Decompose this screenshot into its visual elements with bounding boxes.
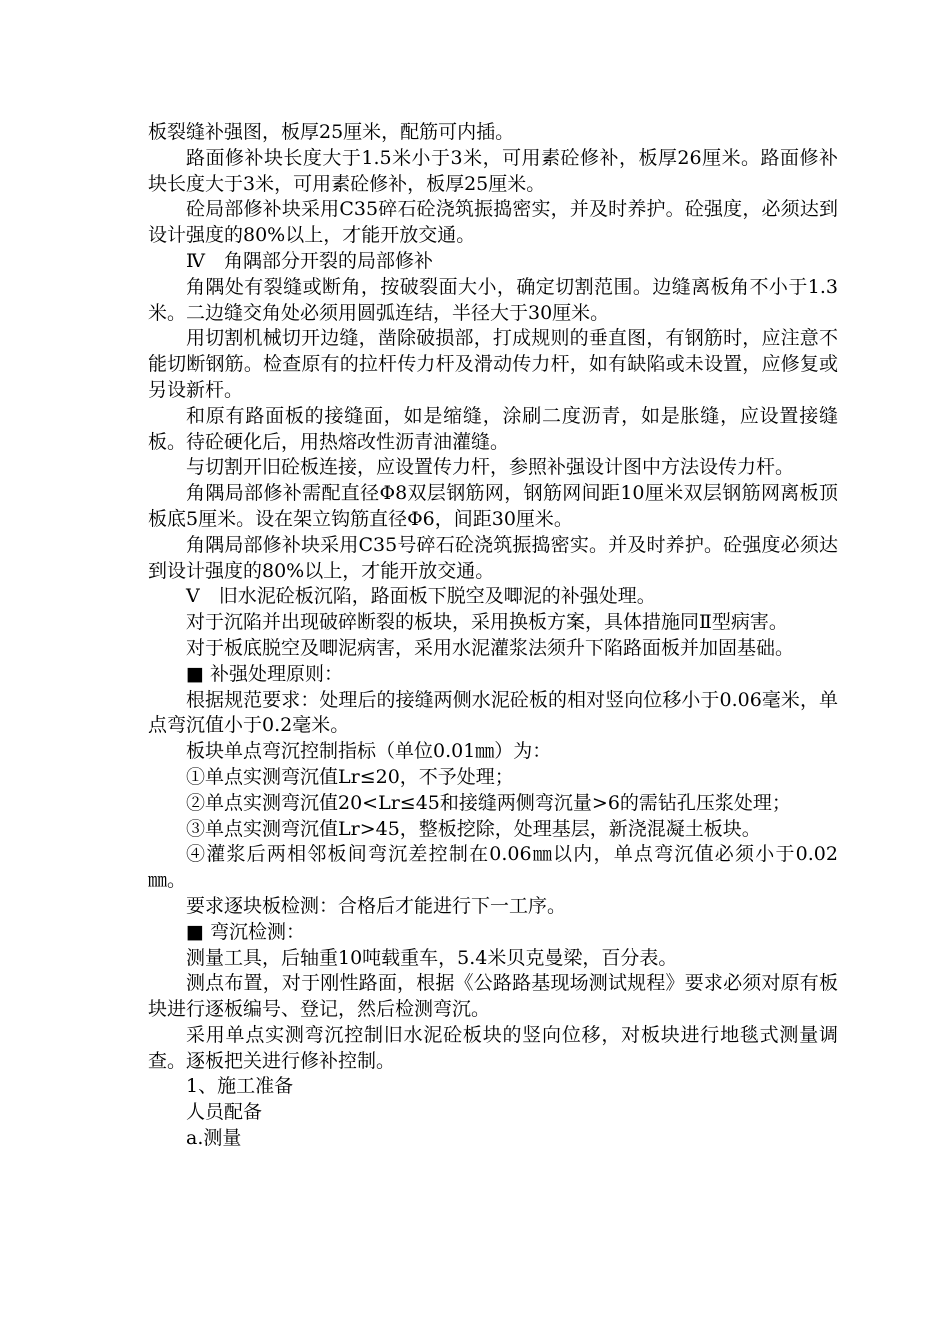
paragraph: 采用单点实测弯沉控制旧水泥砼板块的竖向位移，对板块进行地毯式测量调查。逐板把关进行修补控制。: [148, 1023, 838, 1072]
paragraph: 和原有路面板的接缝面，如是缩缝，涂刷二度沥青，如是胀缝，应设置接缝板。待砼硬化后，用热熔改性沥青油灌缝。: [148, 404, 838, 453]
paragraph: 用切割机械切开边缝，凿除破损部，打成规则的垂直图，有钢筋时，应注意不能切断钢筋。检查原有的拉杆传力杆及滑动传力杆，如有缺陷或未设置，应修复或另设新杆。: [148, 327, 838, 401]
paragraph: 测点布置，对于刚性路面，根据《公路路基现场测试规程》要求必须对原有板块进行逐板编号、登记，然后检测弯沉。: [148, 972, 838, 1021]
section-heading-preparation: 1、施工准备: [186, 1075, 294, 1098]
section-heading-v: Ⅴ 旧水泥砼板沉陷，路面板下脱空及唧泥的补强处理。: [186, 585, 656, 608]
paragraph: 与切割开旧砼板连接，应设置传力杆，参照补强设计图中方法设传力杆。: [186, 456, 795, 479]
section-heading-principles: ■ 补强处理原则：: [186, 662, 343, 685]
paragraph: 角隅处有裂缝或断角，按破裂面大小，确定切割范围。边缝离板角不小于1.3米。二边缝交角处必须用圆弧连结，半径大于30厘米。: [148, 275, 838, 324]
paragraph: 板块单点弯沉控制指标（单位0.01㎜）为：: [186, 740, 552, 763]
paragraph: 对于沉陷并出现破碎断裂的板块，采用换板方案，具体措施同Ⅱ型病害。: [186, 611, 788, 634]
list-item: ①单点实测弯沉值Lr≤20，不予处理；: [186, 765, 514, 788]
paragraph: 根据规范要求：处理后的接缝两侧水泥砼板的相对竖向位移小于0.06毫米，单点弯沉值小于0.2毫米。: [148, 688, 838, 737]
paragraph: 路面修补块长度大于1.5米小于3米，可用素砼修补，板厚26厘米。路面修补块长度大于3米，可用素砼修补，板厚25厘米。: [148, 146, 838, 195]
section-heading-deflection: ■ 弯沉检测：: [186, 920, 305, 943]
document-body: [148, 120, 838, 1152]
subheading-staffing: 人员配备: [186, 1101, 263, 1124]
paragraph: 板裂缝补强图，板厚25厘米，配筋可内插。: [148, 121, 515, 143]
section-heading-iv: Ⅳ 角隅部分开裂的局部修补: [186, 249, 433, 272]
paragraph: 对于板底脱空及唧泥病害，采用水泥灌浆法须升下陷路面板并加固基础。: [186, 636, 795, 659]
paragraph: 角隅局部修补需配直径Φ8双层钢筋网，钢筋网间距10厘米双层钢筋网离板顶板底5厘米。设在架立钩筋直径Φ6，间距30厘米。: [148, 482, 838, 530]
paragraph: 角隅局部修补块采用C35号碎石砼浇筑振捣密实。并及时养护。砼强度必须达到设计强度的80%以上，才能开放交通。: [148, 533, 838, 582]
list-item: a.测量: [186, 1127, 242, 1150]
paragraph: 要求逐块板检测：合格后才能进行下一工序。: [186, 894, 567, 917]
list-item: ②单点实测弯沉值20<Lr≤45和接缝两侧弯沉量>6的需钻孔压浆处理；: [186, 791, 791, 814]
paragraph: 测量工具，后轴重10吨载重车，5.4米贝克曼梁，百分表。: [186, 946, 678, 969]
list-item: ④灌浆后两相邻板间弯沉差控制在0.06㎜以内，单点弯沉值必须小于0.02㎜。: [148, 843, 838, 892]
paragraph: 砼局部修补块采用C35碎石砼浇筑振捣密实，并及时养护。砼强度，必须达到设计强度的80%以上，才能开放交通。: [148, 198, 838, 247]
list-item: ③单点实测弯沉值Lr>45，整板挖除，处理基层，新浇混凝土板块。: [186, 817, 761, 840]
